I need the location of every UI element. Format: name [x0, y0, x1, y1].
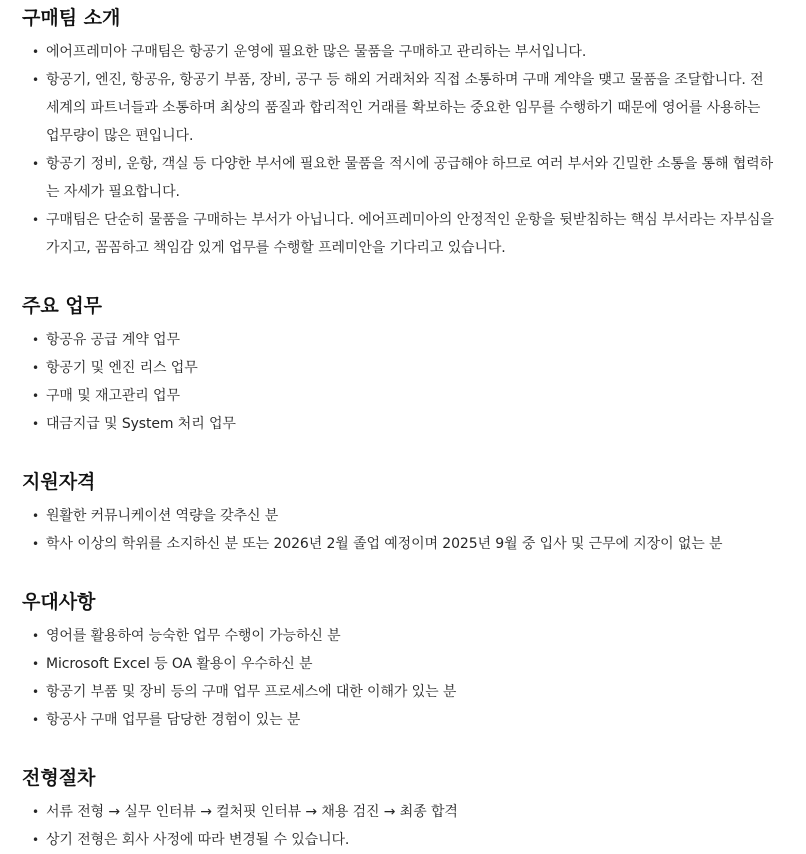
bullet-icon: • — [32, 805, 39, 819]
list-item-text: 원활한 커뮤니케이션 역량을 갖추신 분 — [46, 508, 279, 524]
list-item — [22, 206, 774, 262]
list-item — [22, 530, 774, 558]
list-item-text: 영어를 활용하여 능숙한 업무 수행이 가능하신 분 — [46, 628, 341, 644]
list-item-text: 구매팀은 단순히 물품을 구매하는 부서가 아닙니다. 에어프레미아의 안정적인 운항을 뒷받침하는 핵심 부서라는 자부심을 가지고, 꼼꼼하고 책임감 있게 업무를 수행할 프레미안을 기다리고 있습니다. — [46, 212, 774, 256]
bullet-icon: • — [32, 73, 39, 87]
section-title: 우대사항 — [22, 591, 96, 613]
bullet-icon: • — [32, 833, 39, 847]
list-item — [22, 678, 774, 706]
list-item — [22, 354, 774, 382]
bullet-icon: • — [32, 713, 39, 727]
qualifications-list — [22, 502, 806, 558]
list-item-text: 상기 전형은 회사 사정에 따라 변경될 수 있습니다. — [46, 832, 350, 848]
list-item-text: Microsoft Excel 등 OA 활용이 우수하신 분 — [46, 656, 313, 672]
list-item — [22, 622, 774, 650]
bullet-icon: • — [32, 213, 39, 227]
process-list — [22, 798, 806, 854]
section-team-intro — [22, 0, 806, 262]
intro-list — [22, 38, 806, 262]
bullet-icon: • — [32, 537, 39, 551]
section-preferred — [22, 558, 806, 734]
list-item — [22, 66, 774, 150]
list-item-text: 항공유 공급 계약 업무 — [46, 332, 180, 348]
list-item — [22, 150, 774, 206]
list-item — [22, 650, 774, 678]
duties-list — [22, 326, 806, 438]
section-title: 구매팀 소개 — [22, 7, 121, 29]
list-item-text: 항공기 부품 및 장비 등의 구매 업무 프로세스에 대한 이해가 있는 분 — [46, 684, 457, 700]
bullet-icon: • — [32, 361, 39, 375]
list-item — [22, 382, 774, 410]
section-main-duties — [22, 262, 806, 438]
list-item-text: 항공사 구매 업무를 담당한 경험이 있는 분 — [46, 712, 301, 728]
bullet-icon: • — [32, 509, 39, 523]
list-item — [22, 410, 774, 438]
section-title: 전형절차 — [22, 767, 96, 789]
list-item-text: 에어프레미아 구매팀은 항공기 운영에 필요한 많은 물품을 구매하고 관리하는 부서입니다. — [46, 44, 587, 60]
list-item-text: 항공기 및 엔진 리스 업무 — [46, 360, 198, 376]
list-item — [22, 502, 774, 530]
list-item — [22, 826, 774, 854]
bullet-icon: • — [32, 157, 39, 171]
bullet-icon: • — [32, 333, 39, 347]
list-item-text: 항공기 정비, 운항, 객실 등 다양한 부서에 필요한 물품을 적시에 공급해야 하므로 여러 부서와 긴밀한 소통을 통해 협력하는 자세가 필요합니다. — [46, 156, 774, 200]
list-item-text: 서류 전형 → 실무 인터뷰 → 컬처핏 인터뷰 → 채용 검진 → 최종 합격 — [46, 804, 458, 820]
list-item-text: 항공기, 엔진, 항공유, 항공기 부품, 장비, 공구 등 해외 거래처와 직접 소통하며 구매 계약을 맺고 물품을 조달합니다. 전 세계의 파트너들과 소통하며 최상의 품질과 합리적인 거래를 확보하는 중요한 임무를 수행하기 때문에 영어를 사용하는 업무량이 많은 편입니다. — [46, 72, 764, 144]
section-qualifications — [22, 438, 806, 558]
bullet-icon: • — [32, 657, 39, 671]
bullet-icon: • — [32, 629, 39, 643]
bullet-icon: • — [32, 417, 39, 431]
section-hiring-process — [22, 734, 806, 854]
list-item — [22, 38, 774, 66]
list-item-text: 구매 및 재고관리 업무 — [46, 388, 180, 404]
list-item — [22, 706, 774, 734]
list-item-text: 학사 이상의 학위를 소지하신 분 또는 2026년 2월 졸업 예정이며 2025년 9월 중 입사 및 근무에 지장이 없는 분 — [46, 536, 723, 552]
bullet-icon: • — [32, 685, 39, 699]
section-title: 지원자격 — [22, 471, 96, 493]
bullet-icon: • — [32, 45, 39, 59]
section-title: 주요 업무 — [22, 295, 103, 317]
preferred-list — [22, 622, 806, 734]
list-item-text: 대금지급 및 System 처리 업무 — [46, 416, 236, 432]
list-item — [22, 798, 774, 826]
list-item — [22, 326, 774, 354]
bullet-icon: • — [32, 389, 39, 403]
